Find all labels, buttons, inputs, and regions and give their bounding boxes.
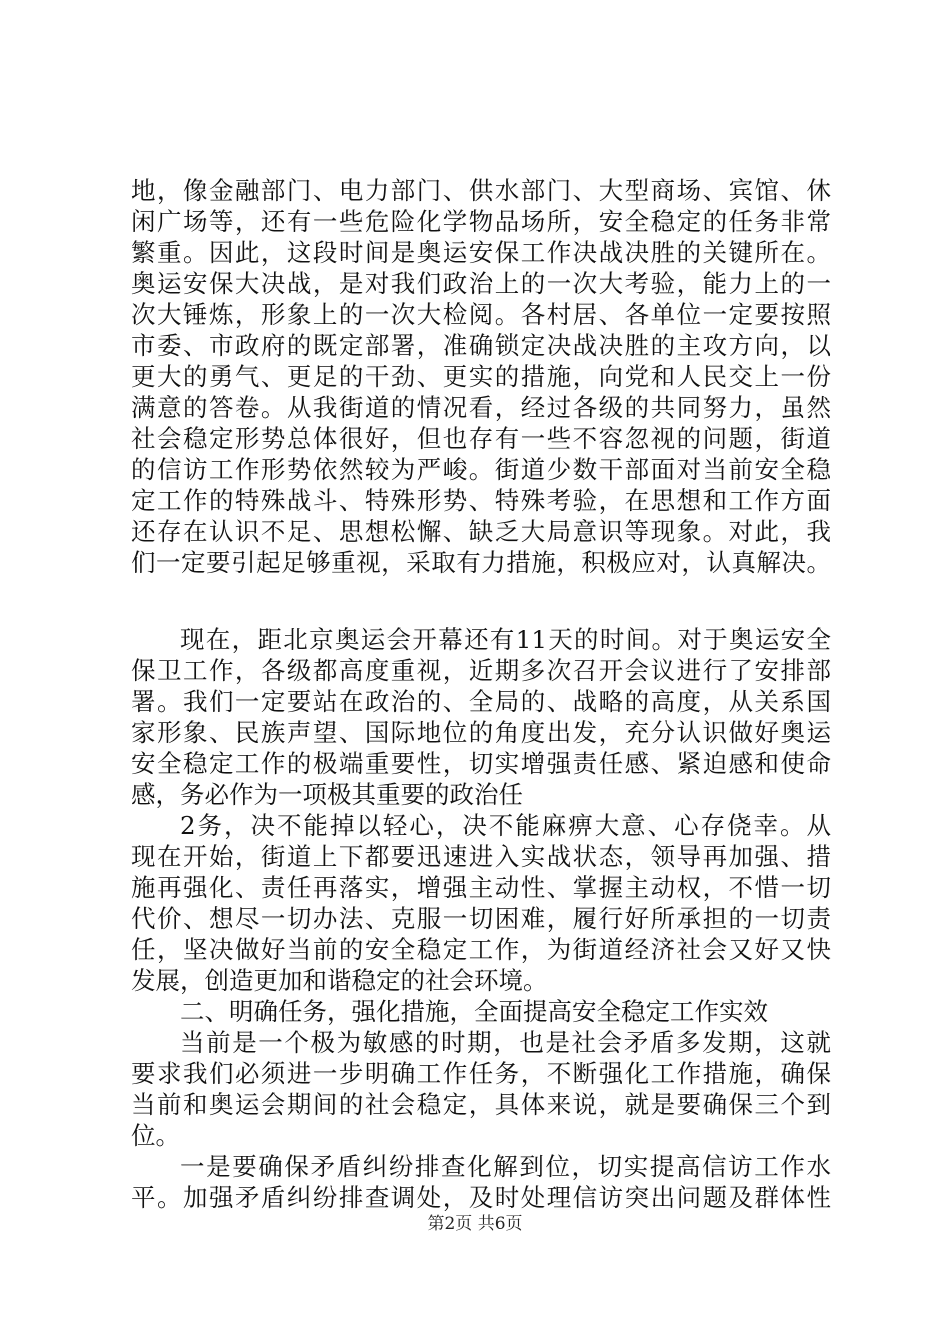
text-line: 现在开始，街道上下都要迅速进入实战状态，领导再加强、措 <box>131 842 831 871</box>
text-line: 现在，距北京奥运会开幕还有11天的时间。对于奥运安全 <box>180 625 831 654</box>
text-line: 市委、市政府的既定部署，准确锁定决战决胜的主攻方向，以 <box>131 331 831 360</box>
text-line: 一是要确保矛盾纠纷排查化解到位，切实提高信访工作水 <box>180 1152 831 1181</box>
text-line: 保卫工作，各级都高度重视，近期多次召开会议进行了安排部 <box>131 656 831 685</box>
text-line: 地，像金融部门、电力部门、供水部门、大型商场、宾馆、休 <box>131 176 831 205</box>
text-line: 次大锤炼，形象上的一次大检阅。各村居、各单位一定要按照 <box>131 300 831 329</box>
text-line: 署。我们一定要站在政治的、全局的、战略的高度，从关系国 <box>131 687 831 716</box>
text-line: 奥运安保大决战，是对我们政治上的一次大考验，能力上的一 <box>131 269 831 298</box>
text-line: 定工作的特殊战斗、特殊形势、特殊考验，在思想和工作方面 <box>131 486 831 515</box>
text-line: 2务，决不能掉以轻心，决不能麻痹大意、心存侥幸。从 <box>180 811 831 840</box>
text-line: 的信访工作形势依然较为严峻。街道少数干部面对当前安全稳 <box>131 455 831 484</box>
text-line: 代价、想尽一切办法、克服一切困难，履行好所承担的一切责 <box>131 904 831 933</box>
text-line: 们一定要引起足够重视，采取有力措施，积极应对，认真解决。 <box>131 548 831 577</box>
section-heading: 二、明确任务，强化措施，全面提高安全稳定工作实效 <box>180 997 768 1026</box>
text-line: 发展，创造更加和谐稳定的社会环境。 <box>131 966 548 995</box>
text-line: 位。 <box>131 1121 180 1150</box>
text-line: 当前和奥运会期间的社会稳定，具体来说，就是要确保三个到 <box>131 1090 831 1119</box>
text-line: 安全稳定工作的极端重要性，切实增强责任感、紧迫感和使命 <box>131 749 831 778</box>
text-line: 还存在认识不足、思想松懈、缺乏大局意识等现象。对此，我 <box>131 517 831 546</box>
text-line: 施再强化、责任再落实，增强主动性、掌握主动权，不惜一切 <box>131 873 831 902</box>
text-line: 家形象、民族声望、国际地位的角度出发，充分认识做好奥运 <box>131 718 831 747</box>
text-line: 闲广场等，还有一些危险化学物品场所，安全稳定的任务非常 <box>131 207 831 236</box>
text-line: 满意的答卷。从我街道的情况看，经过各级的共同努力，虽然 <box>131 393 831 422</box>
text-line: 社会稳定形势总体很好，但也存有一些不容忽视的问题，街道 <box>131 424 831 453</box>
page-footer: 第2页 共6页 <box>427 1214 523 1234</box>
text-line: 更大的勇气、更足的干劲、更实的措施，向党和人民交上一份 <box>131 362 831 391</box>
text-line: 繁重。因此，这段时间是奥运安保工作决战决胜的关键所在。 <box>131 238 831 267</box>
text-line: 感，务必作为一项极其重要的政治任 <box>131 780 523 809</box>
text-line: 任，坚决做好当前的安全稳定工作，为街道经济社会又好又快 <box>131 935 831 964</box>
text-line: 要求我们必须进一步明确工作任务，不断强化工作措施，确保 <box>131 1059 831 1088</box>
text-line: 当前是一个极为敏感的时期，也是社会矛盾多发期，这就 <box>180 1028 831 1057</box>
text-line: 平。加强矛盾纠纷排查调处，及时处理信访突出问题及群体性 <box>131 1183 831 1212</box>
